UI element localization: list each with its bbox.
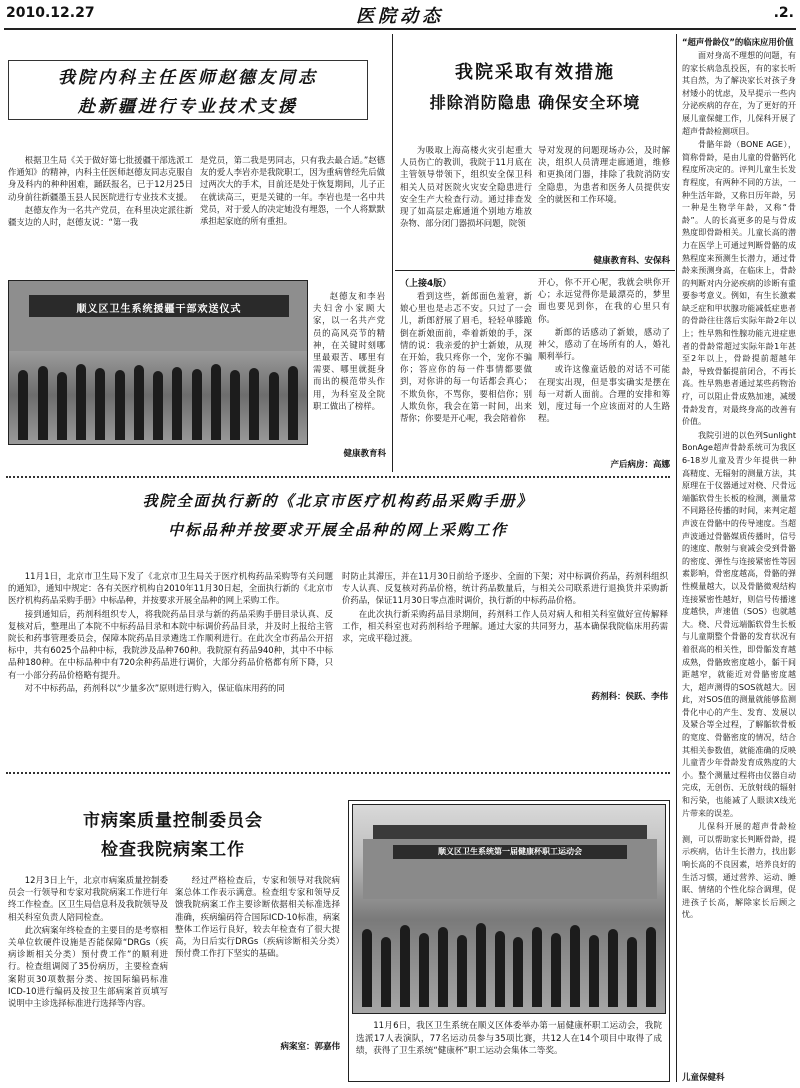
article3-cont-label: （上接4版）: [400, 279, 452, 289]
header-rule: [4, 28, 796, 30]
article5-col1: 12月3日上午，北京市病案质量控制委员会一行领导和专家对我院病案工作进行年终工作检查。区卫生局信息科及我院领导及相关科室负责人陪同检查。 此次病案年终检查的主要目的是考察相关单位软硬件设施是否能保障“DRGs（疾病诊断相关分类）预付费工作”的顺利进行。检查组调阅了35份病历，主要检查病案附页30项数据分类、按国际编码标准ICD-10进行编码及按卫生部病案首页填写说明中主诊选择标准进行选择等内容。: [8, 875, 168, 1009]
article2-col1: 为吸取上海高楼火灾引起重大人员伤亡的教训，我院于11月底在主管领导带领下，组织安全保卫科相关人员对医院火灾安全隐患进行安全生产大检查行动。通过排查发现了如高层走廊通道个别地方堆放杂物、部分闭门器损坏问题，院领: [400, 145, 532, 229]
article2-title-line2: 排除消防隐患 确保安全环境: [429, 93, 641, 112]
article5-title-line2: 检查我院病案工作: [101, 840, 245, 860]
section-title: 医院动态: [356, 6, 444, 27]
divider-h-article2: [395, 270, 675, 271]
page-number: .2.: [773, 5, 794, 21]
sidebar-signature: 儿童保健科: [682, 1073, 725, 1083]
article1-photo-banner-text: 顺义区卫生系统援疆干部欢送仪式: [76, 304, 242, 315]
article6-caption: 11月6日，我区卫生系统在顺义区体委举办第一届健康杯职工运动会，我院选派17人表演队，77名运动员参与35项比赛，共12人在14个项目中取得了成绩，获得了卫生系统“健康杯”职工运动会集体二等奖。: [356, 1021, 662, 1057]
article1-title-box: [8, 60, 368, 120]
article1-signature: 健康教育科: [343, 449, 386, 459]
article5-title-area: [8, 806, 338, 860]
article4-top-dots: [6, 476, 670, 478]
article3-col2: 开心，你不开心呢，我就会哄你开心；永远觉得你是最漂亮的，梦里面也要见到你，在我的心里只有你。 新郎的话感动了新娘，感动了神父，感动了在场所有的人，婚礼顺利举行。 或许这像童话般的对话不可能在现实出现，但是事实确实是摆在每一对新人面前。合理的安排和筹划，度过每一个应该面对的人生路程。: [538, 277, 670, 424]
page-header: [0, 0, 800, 28]
article5-col2: 经过严格检查后，专家和领导对我院病案总体工作表示满意。检查组专家和领导反馈我院病案工作主要诊断依据相关标准选择准确，疾病编码符合国际ICD-10标准，病案整体工作运行良好，较去年检查有了很大提高，为日后实行DRGs（疾病诊断相关分类）预付费工作打下坚实的基础。: [175, 875, 340, 959]
article4-bottom-dots: [6, 772, 670, 774]
issue-date: 2010.12.27: [6, 5, 95, 21]
article4-title-line2: 中标品种并按要求开展全品种的网上采购工作: [167, 521, 508, 539]
article5-signature: 病案室：郭嘉伟: [280, 1042, 340, 1052]
photo-group: [9, 360, 307, 440]
photo-team: [353, 917, 665, 1007]
sidebar-title: “超声骨龄仪”的临床应用价值: [682, 37, 794, 47]
article4-col2: 时防止其滞压，并在11月30日前给予逐步、全面的下架；对中标调价药品，药剂科组织专人认真、反复核对药品价格，统计药品数量后，与相关公司联系进行退换货并采购新价药品，保证11月30日零点准时调价，执行新的中标药品价格。 在此次执行新采购药品目录期间，药剂科工作人员对病人和相关科室做好宣传解释工作，相关科室也对药剂科给予理解。通过大家的共同努力，基本确保我院临床用药需求，完成平稳过渡。: [342, 571, 668, 644]
article1-title-line1: 我院内科主任医师赵德友同志: [58, 68, 318, 88]
article1-col2: 是党员，第二我是男同志，只有我去最合适。”赵德友的爱人李岩亦是我院职工，因为重病曾经先后做过两次大的手术，目前还是处于恢复期间，儿子正在就读高三，更是关键的一年。李岩也是一名中共党员，对于爱人的决定她没有埋怨，一个人将默默承担起家庭的所有重担。: [200, 155, 385, 227]
article1-col1: 根据卫生局《关于做好第七批援疆干部选派工作通知》的精神，内科主任医师赵德友同志克服自身及科内的种种困难，踊跃报名，已于12月25日动身前往新疆墨玉县人民医院进行专业技术支援。 赵德友作为一名共产党员，在科里决定派往新疆支边的人时，赵德友说：“第一我: [8, 155, 193, 228]
article1-photo: [8, 280, 308, 445]
article1-title-line2: 赴新疆进行专业技术支援: [78, 97, 298, 117]
article5-title-line1: 市病案质量控制委员会: [83, 811, 263, 831]
article2-title-line1: 我院采取有效措施: [455, 62, 615, 83]
article6-photo: [352, 804, 666, 1014]
sidebar-body: 面对身高不理想的问题，有的家长病急乱投医，有的家长听其自然，为了解决家长对孩子身材矮小的忧虑，及早提示一些内分泌疾病的存在，为了更好的开展儿童保健工作，儿保科开展了超声骨龄检测项目。 骨骼年龄（BONE AGE），简称骨龄，是由儿童的骨骼钙化程度所决定的。评判儿童生长发育程度，有两种不同的方法，一种生活年龄，又称日历年龄，另一种是生物学年龄，又称“骨龄”。人的长高更多的是与骨成熟度即骨龄相关。儿童长高的潜力在医学上可通过判断骨骼的成熟程度来预测生长潜力，通过骨龄来预测身高，在临床上，骨龄的判断对内分泌疾病的诊断有重要参考意义。例如，有生长激素缺乏症和甲状腺功能减低症患者的骨龄往往落后实际年龄2年以上；性早熟和性腺功能亢进症患者的骨龄常超过实际年龄1年甚至2年以上，骨龄提前超越年龄，导致骨骺提前闭合，不再长高。性早熟患者通过某些药物治疗，可以阻止骨成熟加速，减缓骨龄发育，对最终身高的改善有价值。 我院引进的以色列Sunlight BonAge超声骨龄系统可为我区6-18岁儿童及青少年提供一种高精度、无辐射的测量方法，其原理在于仪器通过对桡、尺骨远端骺软骨生长板的检测，测量常不同路径传播的时间，来判定超声波在骨骼中的传导速度。当超声波通过骨骼媒质传播时，信号的速度、散射与衰减会受到骨骼的密度、弹性与连接紧密性等因素影响，骨密度越高，骨骼的弹性模量越大，以及骨骼微观结构连接紧密性越好，则信号传播速度越快，声速值（SOS）也就越大。桡、尺骨远端骺软骨生长板与儿童期整个骨骼的发育状况有着很高的相关性，即骨骺发育越成熟，骨骼致密度越小，骺干间距越窄，就能近对骨骼密度越大，超声测得的SOS就越大。因此，对SOS值的测量就能够监测骨化中心的产生、发育、发展以及紧合等全过程，了解骺软骨板的宽度、骨骼密度的情况，结合其相关参数值，就能准确的反映儿童青少年骨龄发育成熟度的大小。整个测量过程将由仪器自动完成，无创伤、无放射线的辐射和污染，也能减了人眼读X线光片带来的误差。 儿保科开展的超声骨龄检测，可以帮助家长判断骨龄，提示疾病，估计生长潜力，找出影响长高的不良因素，培养良好的生活习惯，通过营养、运动、睡眠、情绪的个性化综合调理，促进孩子长高，解除家长后顾之忧。: [682, 51, 796, 920]
article4-col1: 11月1日，北京市卫生局下发了《北京市卫生局关于医疗机构药品采购等有关问题的通知》，通知中规定：各有关医疗机构自2010年11月30日起，全面执行新的《北京市医疗机构药品采购手册》中标品种，并按要求开展全品种的网上采购工作。 接到通知后，药剂科组织专人，将我院药品目录与新的药品采购手册目录认真、反复核对后，整理出了本院不中标药品目录和本院中标调价药品目录，并及时上报给主管院长和药事管理委员会，保障本院药品目录遴选工作顺利进行。在此次全市药品公开招标中，共有6025个品种中标，我院涉及品种760种。我院原有药品940种，其中不中标品种180种。在中标品种中有720余种药品进行调价，大部分药品价格都有所下降，只有一小部分药品价格略有提升。 对不中标药品，药剂科以“少量多次”原则进行购入，保证临床用药的同: [8, 571, 333, 693]
article6-photo-banner-text: 顺义区卫生系统第一届健康杯职工运动会: [438, 847, 582, 856]
article3-col1: 看到这些，新郎面色羞窘，新娘心里也是忐忑不安。只过了一会儿，新郎舒展了眉毛，轻轻单膝跪倒在新娘面前，牵着新娘的手，深情的说：我亲爱的护士新娘，从现在开始，我只疼你一个，宠你不骗你；答应你的每一件事情都要做到，对你讲的每一句话都会真心；不欺负你，不骂你，要相信你；别人欺负你，我会在第一时间，出来帮你；你要是开心呢，我会陪着你: [400, 291, 532, 424]
article4-signature: 药剂科：侯跃、李伟: [591, 692, 668, 702]
article4-title-area: [8, 490, 668, 540]
article4-title-line1: 我院全面执行新的《北京市医疗机构药品采购手册》: [142, 492, 534, 510]
article2-signature: 健康教育科、安保科: [593, 256, 670, 266]
article3-signature: 产后病房：高娜: [610, 460, 670, 470]
stadium-roof: [373, 825, 647, 839]
divider-v-sidebar: [676, 34, 677, 1082]
article2-title-area: [400, 58, 670, 122]
article2-col2: 导对发现的问题现场办公，及时解决，组织人员清理走廊通道，维修和更换闭门器，排除了我院消防安全隐患，为患者和医务人员提供安全的就医和工作环境。: [538, 145, 670, 204]
divider-v1: [392, 34, 393, 472]
article1-col3: 赵德友和李岩夫妇舍小家顾大家，以一名共产党员的高风亮节的精神，在关键时刻哪里最艰苦、哪里有需要、哪里就挺身而出的模范带头作用，为科室及全院职工做出了榜样。: [313, 291, 385, 411]
